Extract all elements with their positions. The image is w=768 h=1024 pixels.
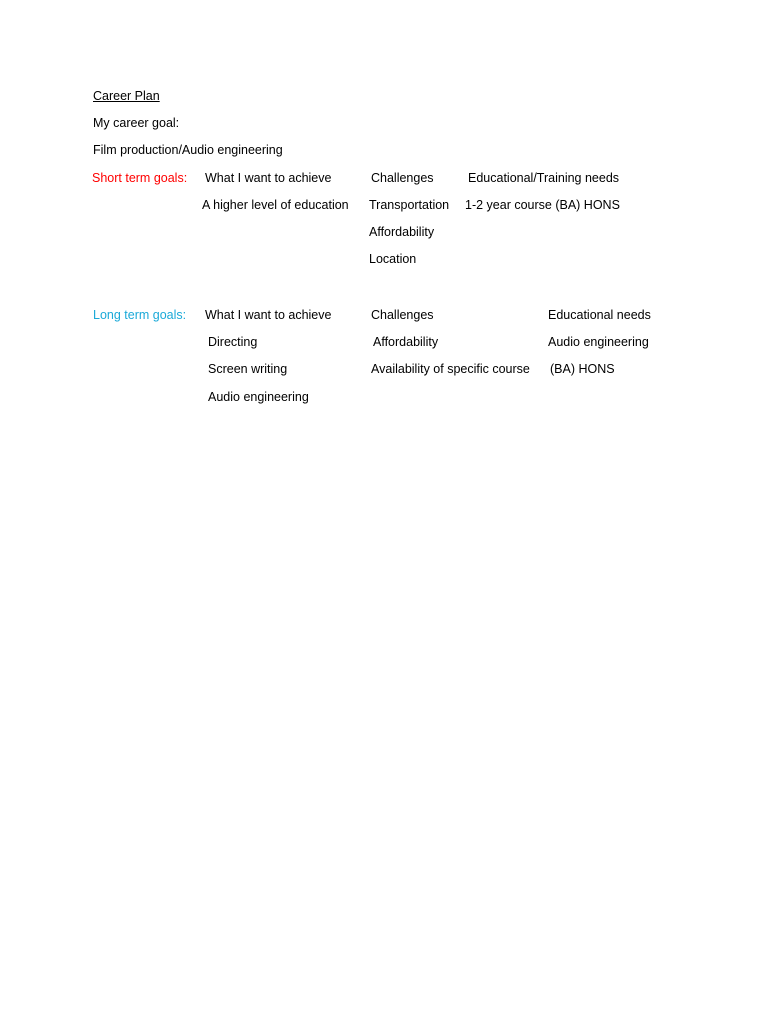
long-term-goals-label: Long term goals: [93, 308, 187, 322]
short-term-achieve-header: What I want to achieve [205, 171, 332, 185]
long-term-challenge-item: Availability of specific course [371, 362, 530, 376]
long-term-need-item: (BA) HONS [550, 362, 615, 376]
career-goal-value: Film production/Audio engineering [93, 143, 283, 157]
long-term-needs-header: Educational needs [548, 308, 651, 322]
long-term-challenge-item: Affordability [373, 335, 439, 349]
long-term-achieve-header: What I want to achieve [205, 308, 332, 322]
short-term-achieve-item: A higher level of education [202, 198, 349, 212]
short-term-need-item: 1-2 year course (BA) HONS [465, 198, 620, 212]
page-title: Career Plan [93, 89, 160, 103]
short-term-goals-label: Short term goals: [92, 171, 188, 185]
short-term-challenges-header: Challenges [371, 171, 434, 185]
long-term-achieve-item: Screen writing [208, 362, 288, 376]
short-term-challenge-item: Affordability [369, 225, 435, 239]
career-goal-label: My career goal: [93, 116, 180, 130]
short-term-challenge-item: Location [369, 252, 417, 266]
short-term-challenge-item: Transportation [369, 198, 450, 212]
long-term-achieve-item: Audio engineering [208, 390, 309, 404]
long-term-need-item: Audio engineering [548, 335, 649, 349]
long-term-challenges-header: Challenges [371, 308, 434, 322]
long-term-achieve-item: Directing [208, 335, 258, 349]
short-term-needs-header: Educational/Training needs [468, 171, 620, 185]
